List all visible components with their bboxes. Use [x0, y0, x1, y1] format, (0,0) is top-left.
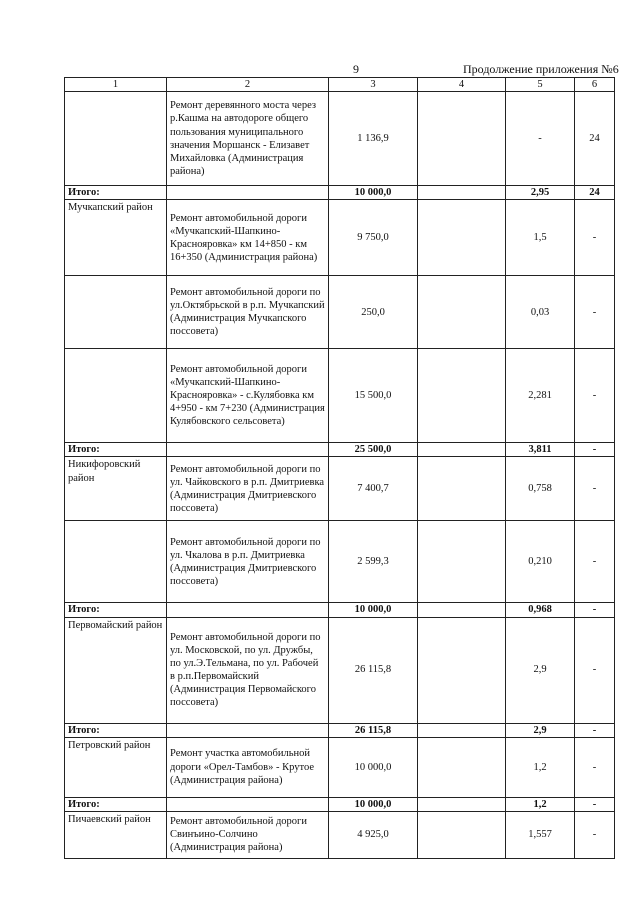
work-description: Ремонт автомобильной дороги «Мучкапский-Шапкино-Краснояровка» км 14+850 - км 16+350 (Администрация района)	[167, 200, 329, 276]
col4-cell	[418, 457, 506, 521]
total-col6: -	[575, 797, 615, 811]
col4-cell	[418, 200, 506, 276]
work-description: Ремонт автомобильной дороги по ул.Октябрьской в р.п. Мучкапский (Администрация Мучкапского поссовета)	[167, 276, 329, 349]
col4-cell	[418, 276, 506, 349]
total-row	[65, 797, 615, 811]
amount-cell: 250,0	[329, 276, 418, 349]
col5-cell: 2,281	[506, 349, 575, 443]
col4-cell	[418, 737, 506, 797]
col4-cell	[418, 521, 506, 603]
column-header: 6	[575, 78, 615, 92]
total-label: Итого:	[65, 723, 167, 737]
col4-cell	[418, 617, 506, 723]
total-col6: -	[575, 443, 615, 457]
roads-repair-table	[64, 77, 615, 859]
total-col5: 1,2	[506, 797, 575, 811]
work-description: Ремонт автомобильной дороги по ул. Чайковского в р.п. Дмитриевка (Администрация Дмитриевского поссовета)	[167, 457, 329, 521]
col4-cell	[418, 811, 506, 858]
table-row	[65, 92, 615, 186]
table-row	[65, 276, 615, 349]
col4-cell	[418, 349, 506, 443]
table-row	[65, 617, 615, 723]
work-description: Ремонт автомобильной дороги «Мучкапский-Шапкино-Краснояровка» - с.Кулябовка км 4+950 - км 7+230 (Администрация Кулябовского сельсовета)	[167, 349, 329, 443]
total-amount: 26 115,8	[329, 723, 418, 737]
col5-cell: 2,9	[506, 617, 575, 723]
amount-cell: 10 000,0	[329, 737, 418, 797]
total-label: Итого:	[65, 797, 167, 811]
work-description: Ремонт участка автомобильной дороги «Орел-Тамбов» - Крутое (Администрация района)	[167, 737, 329, 797]
page-number: 9	[353, 62, 359, 76]
amount-cell: 4 925,0	[329, 811, 418, 858]
district-cell: Первомайский район	[65, 617, 167, 723]
table-row	[65, 457, 615, 521]
col6-cell: -	[575, 811, 615, 858]
work-description: Ремонт деревянного моста через р.Кашма на автодороге общего пользования муниципального значения Моршанск - Елизавет Михайловка (Администрация района)	[167, 92, 329, 186]
district-cell: Пичаевский район	[65, 811, 167, 858]
col5-cell: 1,557	[506, 811, 575, 858]
col5-cell: -	[506, 92, 575, 186]
total-row	[65, 603, 615, 617]
total-amount: 10 000,0	[329, 797, 418, 811]
col5-cell: 1,2	[506, 737, 575, 797]
col6-cell: 24	[575, 92, 615, 186]
table-row	[65, 200, 615, 276]
column-header: 3	[329, 78, 418, 92]
col6-cell: -	[575, 737, 615, 797]
col6-cell: -	[575, 521, 615, 603]
total-row	[65, 186, 615, 200]
amount-cell: 26 115,8	[329, 617, 418, 723]
amount-cell: 15 500,0	[329, 349, 418, 443]
amount-cell: 7 400,7	[329, 457, 418, 521]
total-col5: 2,9	[506, 723, 575, 737]
table-row	[65, 349, 615, 443]
col5-cell: 0,758	[506, 457, 575, 521]
column-header: 2	[167, 78, 329, 92]
col6-cell: -	[575, 457, 615, 521]
district-cell	[65, 276, 167, 349]
col6-cell: -	[575, 617, 615, 723]
col4-cell	[418, 92, 506, 186]
total-col6: 24	[575, 186, 615, 200]
total-row	[65, 723, 615, 737]
col6-cell: -	[575, 276, 615, 349]
district-cell	[65, 349, 167, 443]
district-cell	[65, 92, 167, 186]
district-cell: Никифоровский район	[65, 457, 167, 521]
col6-cell: -	[575, 349, 615, 443]
column-header: 1	[65, 78, 167, 92]
table-row	[65, 811, 615, 858]
total-amount: 10 000,0	[329, 186, 418, 200]
total-col5: 3,811	[506, 443, 575, 457]
total-label: Итого:	[65, 443, 167, 457]
table-row	[65, 737, 615, 797]
col5-cell: 0,03	[506, 276, 575, 349]
total-label: Итого:	[65, 603, 167, 617]
col6-cell: -	[575, 200, 615, 276]
total-col6: -	[575, 723, 615, 737]
amount-cell: 9 750,0	[329, 200, 418, 276]
work-description: Ремонт автомобильной дороги по ул. Чкалова в р.п. Дмитриевка (Администрация Дмитриевского поссовета)	[167, 521, 329, 603]
total-col5: 2,95	[506, 186, 575, 200]
amount-cell: 2 599,3	[329, 521, 418, 603]
district-cell: Петровский район	[65, 737, 167, 797]
column-header-row	[65, 78, 615, 92]
work-description: Ремонт автомобильной дороги по ул. Московской, по ул. Дружбы, по ул.Э.Тельмана, по ул. Рабочей в р.п.Первомайский (Администрация Первомайского поссовета)	[167, 617, 329, 723]
column-header: 4	[418, 78, 506, 92]
total-col5: 0,968	[506, 603, 575, 617]
district-cell: Мучкапский район	[65, 200, 167, 276]
total-label: Итого:	[65, 186, 167, 200]
total-amount: 25 500,0	[329, 443, 418, 457]
appendix-note: Продолжение приложения №6	[463, 62, 619, 76]
column-header: 5	[506, 78, 575, 92]
total-amount: 10 000,0	[329, 603, 418, 617]
total-col6: -	[575, 603, 615, 617]
total-row	[65, 443, 615, 457]
col5-cell: 1,5	[506, 200, 575, 276]
amount-cell: 1 136,9	[329, 92, 418, 186]
district-cell	[65, 521, 167, 603]
col5-cell: 0,210	[506, 521, 575, 603]
table-row	[65, 521, 615, 603]
work-description: Ремонт автомобильной дороги Свинъино-Солчино (Администрация района)	[167, 811, 329, 858]
